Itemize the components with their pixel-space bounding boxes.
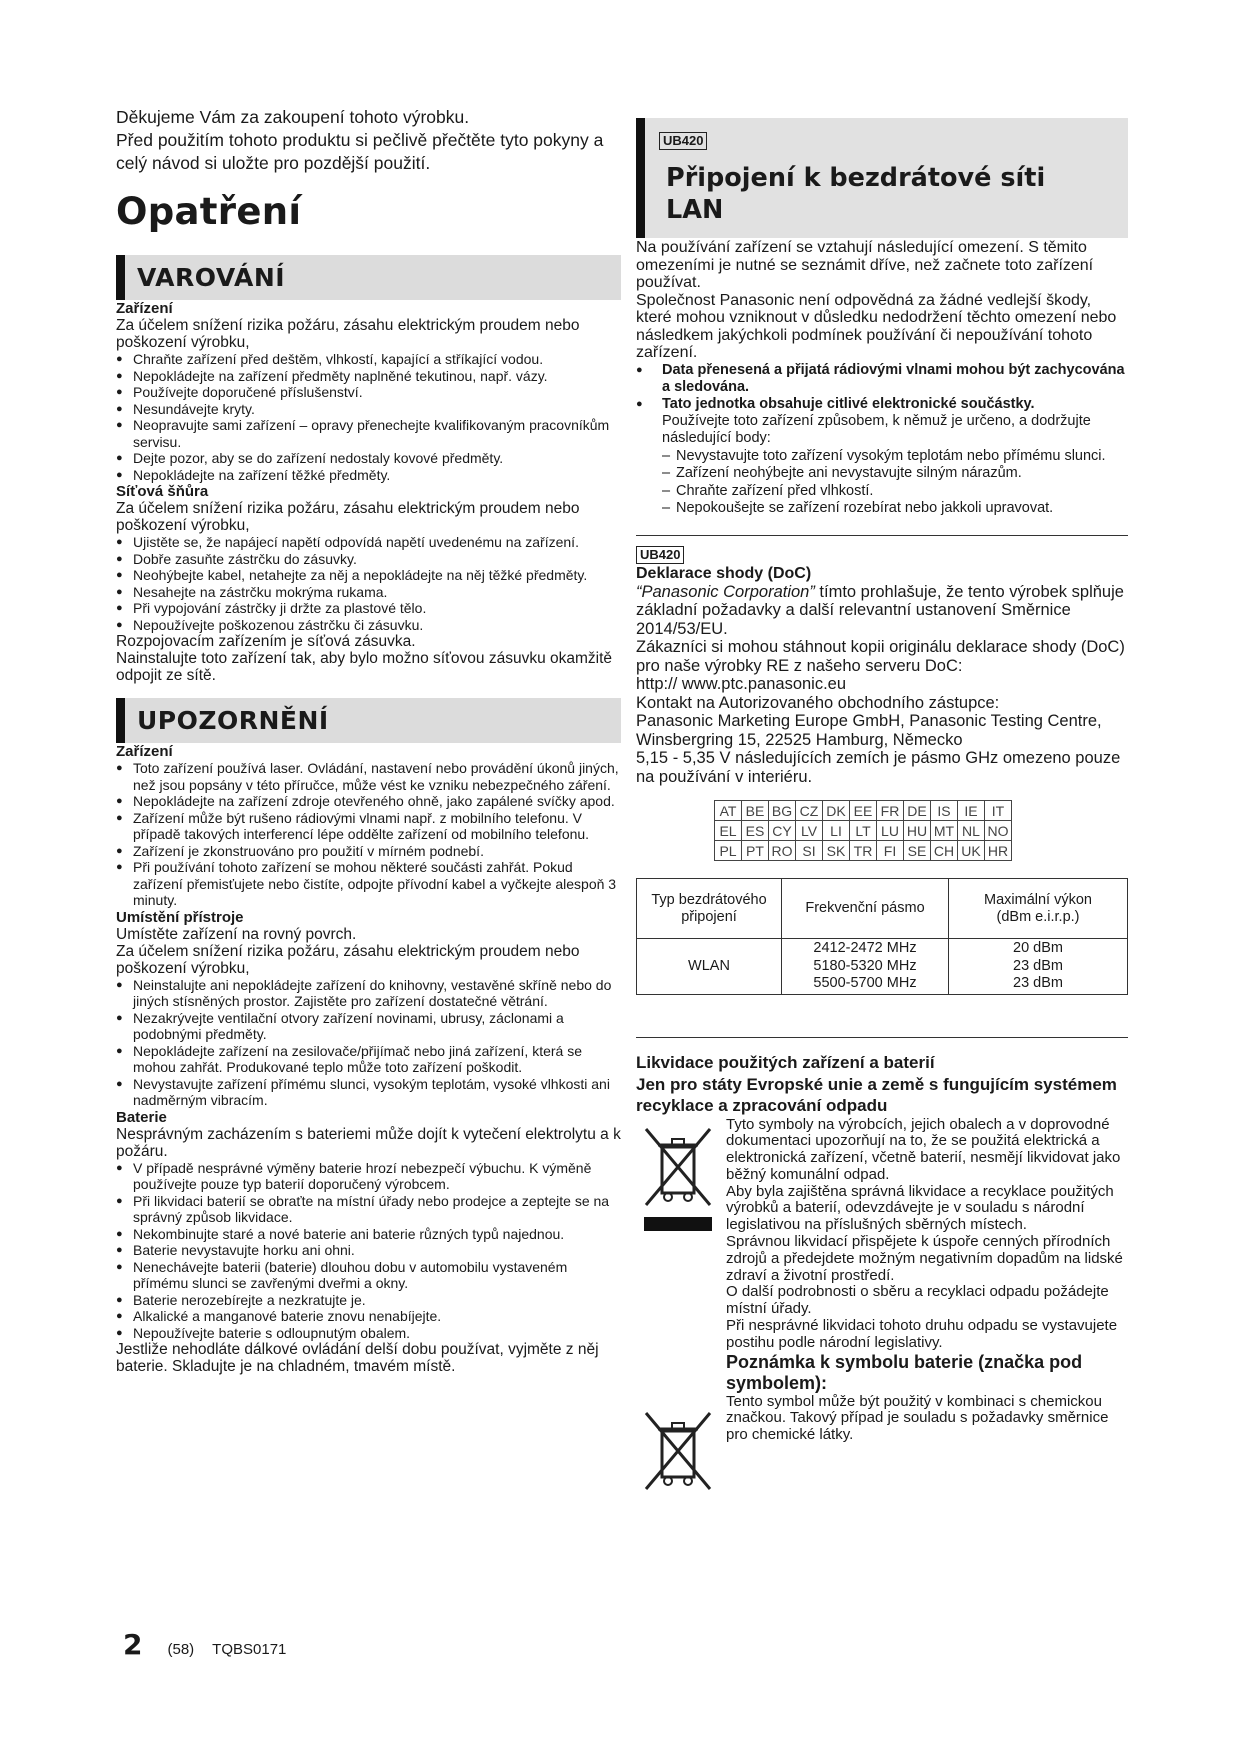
warning-cord-list <box>116 534 621 633</box>
country-cell: AT <box>715 801 742 821</box>
list-item: ● Nepoužívejte poškozenou zástrčku či zásuvku. <box>116 617 621 634</box>
table-cell <box>949 939 1128 995</box>
warning-cord-note: Nainstalujte toto zařízení tak, aby bylo možno síťovou zásuvku okamžitě odpojit ze sítě. <box>116 650 613 684</box>
power-value: 23 dBm <box>1013 957 1063 974</box>
country-cell: HU <box>904 821 931 841</box>
table-row <box>637 939 1128 995</box>
header-bar <box>636 118 645 238</box>
country-cell: BG <box>769 801 796 821</box>
list-item: ● Zařízení může být rušeno rádiovými vlnami např. z mobilního telefonu. V případě takových interferencí lépe oddělte zařízení od mobilního telefonu. <box>116 810 621 843</box>
company-name: “Panasonic Corporation” <box>636 582 815 601</box>
crossed-bin-icon <box>642 1125 714 1209</box>
country-table <box>714 800 1012 861</box>
divider <box>636 1037 1128 1038</box>
warning-title: VAROVÁNÍ <box>137 263 286 292</box>
doc-text: 5,15 - 5,35 V následujících zemích je pásmo GHz omezeno pouze na používání v interiéru. <box>636 749 1121 786</box>
power-value: 20 dBm <box>1013 940 1063 957</box>
placement-line: Umístěte zařízení na rovný povrch. <box>116 925 357 943</box>
doc-url: http:// www.ptc.panasonic.eu <box>636 675 847 693</box>
caution-header <box>116 698 621 743</box>
doc-text: Panasonic Marketing Europe GmbH, Panasonic Testing Centre, Winsbergring 15, 22525 Hamburg, Německo <box>636 712 1102 749</box>
list-item: ● Nepokládejte na zařízení předměty naplněné tekutinou, např. vázy. <box>116 368 621 385</box>
country-cell: RO <box>769 841 796 861</box>
country-cell: EL <box>715 821 742 841</box>
intro-line: Děkujeme Vám za zakoupení tohoto výrobku. <box>116 107 470 127</box>
header-text: Typ bezdrátového připojení <box>651 891 767 925</box>
list-item: ● Neohýbejte kabel, netahejte za něj a nepokládejte na něj těžké předměty. <box>116 567 621 584</box>
country-cell: CZ <box>796 801 823 821</box>
wireless-header <box>636 118 1128 238</box>
country-cell: FI <box>877 841 904 861</box>
country-cell: CY <box>769 821 796 841</box>
freq-value: 5500-5700 MHz <box>813 975 917 992</box>
dash-item: – Nepokoušejte se zařízení rozebírat nebo jakkoli upravovat. <box>662 500 1128 518</box>
intro <box>116 106 621 175</box>
country-cell: IE <box>958 801 985 821</box>
list-item: ● Nepoužívejte baterie s odloupnutým obalem. <box>116 1325 621 1342</box>
country-cell: EE <box>850 801 877 821</box>
list-item: ● Nesahejte na zástrčku mokrýma rukama. <box>116 584 621 601</box>
spacer <box>116 684 621 698</box>
wireless-dashes <box>636 413 1128 518</box>
table-row <box>715 841 1012 861</box>
country-cell: NO <box>985 821 1012 841</box>
doc-title: Deklarace shody (DoC) <box>636 564 812 582</box>
country-cell: HR <box>985 841 1012 861</box>
disposal-para: Správnou likvidací přispějete k úspoře cenných přírodních zdrojů a předejdete možným negativním dopadům na lidské zdraví a životní prostředí. <box>726 1233 1123 1284</box>
list-item: ● Nezakrývejte ventilační otvory zařízení novinami, ubrusy, záclonami a podobnými předměty. <box>116 1010 621 1043</box>
table-header-row <box>637 879 1128 939</box>
document-code: TQBS0171 <box>212 1641 287 1658</box>
disposal-subtitle: Jen pro státy Evropské unie a země s fungujícím systémem recyklace a zpracování odpadu <box>636 1074 1117 1115</box>
country-cell: UK <box>958 841 985 861</box>
wireless-title-line: LAN <box>666 195 724 225</box>
list-item: ● Dejte pozor, aby se do zařízení nedostaly kovové předměty. <box>116 450 621 467</box>
dash-item: – Nevystavujte toto zařízení vysokým teplotám nebo přímému slunci. <box>662 448 1128 466</box>
list-item: ● Nepokládejte na zařízení zdroje otevřeného ohně, jako zapálené svíčky apod. <box>116 793 621 810</box>
country-cell: LV <box>796 821 823 841</box>
wireless-para: Společnost Panasonic není odpovědná za žádné vedlejší škody, které mohou vzniknout v důsledku nedodržení těchto omezení nebo následkem jakýchkoli podmínek používání či nepoužívání tohoto zařízení. <box>636 291 1117 361</box>
wireless-para: Na používání zařízení se vztahují následující omezení. S těmito omezeními je nutné se seznámit dříve, než začnete toto zařízení používat. <box>636 239 1094 291</box>
disposal-para: Aby byla zajištěna správná likvidace a recyklace použitých výrobků a baterií, odevzdávejte je v souladu s národní legislativou na příslušných sběrných místech. <box>726 1182 1114 1234</box>
country-cell: IT <box>985 801 1012 821</box>
country-cell: FR <box>877 801 904 821</box>
crossed-bin-battery-icon <box>642 1409 714 1493</box>
list-item: ● Ujistěte se, že napájecí napětí odpovídá napětí uvedenému na zařízení. <box>116 534 621 551</box>
battery-note-title: Poznámka k symbolu baterie (značka pod symbolem): <box>726 1351 1083 1393</box>
model-badge: UB420 <box>636 546 684 564</box>
country-cell: PT <box>742 841 769 861</box>
list-item: ● Používejte doporučené příslušenství. <box>116 384 621 401</box>
table-cell: WLAN <box>637 939 782 995</box>
header-bar <box>116 255 125 300</box>
doc-text: Kontakt na Autorizovaného obchodního zástupce: <box>636 693 1000 712</box>
disposal-text <box>726 1117 1128 1445</box>
intro-line: Před použitím tohoto produktu si pečlivě přečtěte tyto pokyny a celý návod si uložte pro pozdější použití. <box>116 130 604 173</box>
right-column <box>636 118 1128 1444</box>
list-item: ● Toto zařízení používá laser. Ovládání, nastavení nebo provádění úkonů jiných, než jsou popsány v této příručce, může vést ke vzniku nebezpečného záření. <box>116 760 621 793</box>
list-item: ● Zařízení je zkonstruováno pro použití v mírném podnebí. <box>116 843 621 860</box>
wireless-spec-table <box>636 878 1128 995</box>
list-item: ● V případě nesprávné výměny baterie hrozí nebezpečí výbuchu. K výměně používejte pouze typ baterií doporučený výrobcem. <box>116 1160 621 1193</box>
warning-device-list <box>116 351 621 483</box>
country-cell: BE <box>742 801 769 821</box>
freq-value: 5180-5320 MHz <box>813 957 917 974</box>
dash-intro: Používejte toto zařízení způsobem, k němuž je určeno, a dodržujte následující body: <box>662 412 1091 446</box>
battery-note-text: Tento symbol může být použitý v kombinaci s chemickou značkou. Takový případ je souladu s požadavky směrnice pro chemické látky. <box>726 1392 1109 1444</box>
warning-device-intro: Za účelem snížení rizika požáru, zásahu elektrickým proudem nebo poškození výrobku, <box>116 317 580 351</box>
country-cell: SE <box>904 841 931 861</box>
header-cell <box>637 879 782 939</box>
warning-cord-intro: Za účelem snížení rizika požáru, zásahu elektrickým proudem nebo poškození výrobku, <box>116 500 580 534</box>
country-cell: LI <box>823 821 850 841</box>
header-bar <box>116 698 125 743</box>
list-item: ● Baterie nerozebírejte a nezkratujte je. <box>116 1292 621 1309</box>
list-item: ● Nepokládejte zařízení na zesilovače/přijímač nebo jiná zařízení, která se mohou zahřát. Produkované teplo může toto zařízení poškodit. <box>116 1043 621 1076</box>
battery-list <box>116 1160 621 1342</box>
table-cell <box>782 939 949 995</box>
placement-line: Za účelem snížení rizika požáru, zásahu elektrickým proudem nebo poškození výrobku, <box>116 942 580 977</box>
power-value: 23 dBm <box>1013 975 1063 992</box>
country-cell: SK <box>823 841 850 861</box>
list-item: ● Nenechávejte baterii (baterie) dlouhou dobu v automobilu vystaveném přímému slunci se zavřenými dveřmi a okny. <box>116 1259 621 1292</box>
list-item: ● Baterie nevystavujte horku ani ohni. <box>116 1242 621 1259</box>
list-item: ● Dobře zasuňte zástrčku do zásuvky. <box>116 551 621 568</box>
list-item: ● Při vypojování zástrčky ji držte za plastové tělo. <box>116 600 621 617</box>
doc-text-part: tímto prohlašuje, že tento výrobek splňuje základní požadavky a další relevantní ustanovení Směrnice 2014/53/EU. <box>636 582 1124 638</box>
country-cell: ES <box>742 821 769 841</box>
list-item: ● Nepokládejte na zařízení těžké předměty. <box>116 467 621 484</box>
list-item <box>636 362 1128 396</box>
country-cell: DE <box>904 801 931 821</box>
disposal-para: Tyto symboly na výrobcích, jejich obalech a v doprovodné dokumentaci upozorňují na to, že se použitá elektrická a elektronická zařízení, včetně baterií, nesmějí likvidovat jako běžný komunální odpad. <box>726 1115 1121 1183</box>
wireless-list <box>636 362 1128 413</box>
warning-cord-note: Rozpojovacím zařízením je síťová zásuvka. <box>116 633 416 650</box>
dash-item: – Zařízení neohýbejte ani nevystavujte silným nárazům. <box>662 465 1128 483</box>
disposal-title: Likvidace použitých zařízení a baterií <box>636 1053 935 1072</box>
country-cell: LU <box>877 821 904 841</box>
list-item: ● Nekombinujte staré a nové baterie ani baterie různých typů najednou. <box>116 1226 621 1243</box>
dash-item: – Chraňte zařízení před vlhkostí. <box>662 483 1128 501</box>
country-cell: PL <box>715 841 742 861</box>
list-item: ● Neopravujte sami zařízení – opravy přenechejte kvalifikovaným pracovníkům servisu. <box>116 417 621 450</box>
bullet-bold: Data přenesená a přijatá rádiovými vlnami mohou být zachycována a sledována. <box>662 361 1125 395</box>
list-item: ● Nesundávejte kryty. <box>116 401 621 418</box>
country-cell: CH <box>931 841 958 861</box>
placement-list <box>116 977 621 1109</box>
page-sub: (58) <box>167 1641 195 1658</box>
battery-note: Jestliže nehodláte dálkové ovládání delší dobu používat, vyjměte z něj baterie. Skladujte je na chladném, tmavém místě. <box>116 1341 599 1375</box>
page-footer <box>123 1628 304 1661</box>
battery-intro: Nesprávným zacházením s bateriemi může dojít k vytečení elektrolytu a k požáru. <box>116 1125 621 1160</box>
list-item: ● Neinstalujte ani nepokládejte zařízení do knihovny, vestavěné skříně nebo do jiných stísněných prostor. Zajistěte pro zařízení dostatečné větrání. <box>116 977 621 1010</box>
list-item: ● Alkalické a manganové baterie znovu nenabíjejte. <box>116 1308 621 1325</box>
country-cell: LT <box>850 821 877 841</box>
table-row <box>715 821 1012 841</box>
wireless-title-line: Připojení k bezdrátové síti <box>666 163 1046 193</box>
freq-value: 2412-2472 MHz <box>813 940 917 957</box>
wireless-title <box>666 162 1045 226</box>
disposal-para: Při nesprávné likvidaci tohoto druhu odpadu se vystavujete postihu podle národní legislativy. <box>726 1317 1118 1351</box>
bullet-bold: Tato jednotka obsahuje citlivé elektronické součástky. <box>662 395 1035 412</box>
list-item: ● Při likvidaci baterií se obraťte na místní úřady nebo prodejce a zeptejte se na správný způsob likvidace. <box>116 1193 621 1226</box>
caution-title: UPOZORNĚNÍ <box>137 706 329 735</box>
page-number: 2 <box>123 1628 143 1661</box>
country-cell: DK <box>823 801 850 821</box>
symbol-bar <box>644 1217 712 1231</box>
left-column <box>116 106 621 1375</box>
list-item: ● Při používání tohoto zařízení se mohou některé součásti zahřát. Pokud zařízení přemisťujete nebo čistíte, odpojte přívodní kabel a vyčkejte alespoň 3 minuty. <box>116 859 621 909</box>
caution-device-list <box>116 760 621 909</box>
divider <box>636 535 1128 536</box>
table-row <box>715 801 1012 821</box>
country-cell: TR <box>850 841 877 861</box>
header-cell <box>949 879 1128 939</box>
country-cell: MT <box>931 821 958 841</box>
country-cell: IS <box>931 801 958 821</box>
doc-text <box>636 583 1128 639</box>
warning-cord-heading: Síťová šňůra <box>116 483 209 500</box>
battery-heading: Baterie <box>116 1108 167 1126</box>
warning-header <box>116 255 621 300</box>
header-text: Maximální výkon (dBm e.i.r.p.) <box>984 891 1092 925</box>
list-item: ● Nevystavujte zařízení přímému slunci, vysokým teplotám, vysoké vlhkosti ani nadměrným vibracím. <box>116 1076 621 1109</box>
disposal-block <box>636 1117 1128 1445</box>
caution-device-heading: Zařízení <box>116 743 173 760</box>
model-badge: UB420 <box>659 132 707 150</box>
doc-text: Zákazníci si mohou stáhnout kopii originálu deklarace shody (DoC) pro naše výrobky RE z našeho serveru DoC: <box>636 638 1125 675</box>
page-title: Opatření <box>116 190 302 233</box>
list-item: ● Chraňte zařízení před deštěm, vlhkostí, kapající a stříkající vodou. <box>116 351 621 368</box>
disposal-para: O další podrobnosti o sběru a recyklaci odpadu požádejte místní úřady. <box>726 1283 1109 1318</box>
country-cell: SI <box>796 841 823 861</box>
header-cell: Frekvenční pásmo <box>782 879 949 939</box>
warning-device-heading: Zařízení <box>116 300 173 317</box>
list-item <box>636 396 1128 413</box>
country-cell: NL <box>958 821 985 841</box>
placement-heading: Umístění přístroje <box>116 908 244 926</box>
